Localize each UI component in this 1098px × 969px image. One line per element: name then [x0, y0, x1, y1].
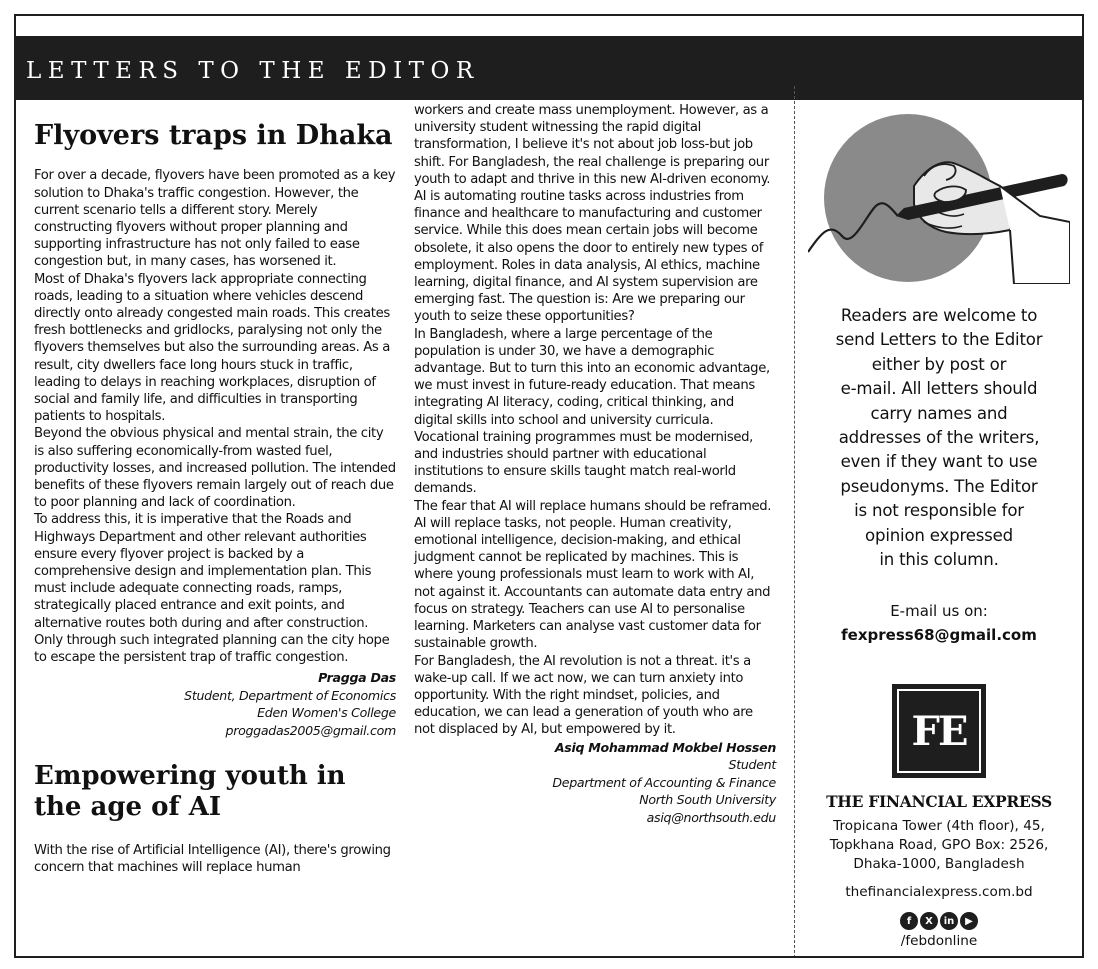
newspaper-page — [14, 14, 1084, 958]
letter2-author-role: Student — [728, 757, 776, 773]
letter2-paragraph: With the rise of Artificial Intelligence (AI), there's growing concern that machines will replace human — [34, 842, 391, 875]
letter2-paragraph: For Bangladesh, the AI revolution is not a threat. it's a wake-up call. If we act now, we can turn anxiety into opportunity. With the right mindset, policies, and education, we can lead a generation of youth who are not displaced by AI, but empowered by it. — [414, 653, 753, 738]
notice-line: in this column. — [879, 550, 999, 570]
column-left — [34, 100, 396, 876]
sidebar — [808, 100, 1070, 949]
social-handle[interactable]: /febdonline — [900, 933, 978, 950]
letter1-author-name: Pragga Das — [318, 670, 396, 686]
publication-name: THE FINANCIAL EXPRESS — [826, 792, 1052, 812]
editor-email-link[interactable]: fexpress68@gmail.com — [841, 626, 1037, 645]
notice-line: Readers are welcome to — [840, 306, 1038, 325]
notice-line: either by post or — [871, 354, 1007, 374]
letter2-headline: Empowering youth in the age of AI — [34, 761, 346, 823]
column-middle — [414, 100, 776, 826]
notice-line: e-mail. All letters should — [840, 379, 1038, 399]
submission-notice — [808, 304, 1070, 572]
address-line: Dhaka-1000, Bangladesh — [853, 856, 1025, 873]
x-icon[interactable]: X — [920, 912, 938, 930]
address-line: Topkhana Road, GPO Box: 2526, — [829, 837, 1049, 854]
notice-line: carry names and — [870, 403, 1008, 423]
column-divider — [794, 86, 795, 958]
linkedin-icon[interactable]: in — [940, 912, 958, 930]
letter2-author-name: Asiq Mohammad Mokbel Hossen — [554, 739, 776, 755]
notice-line: even if they want to use — [840, 452, 1038, 472]
notice-line: pseudonyms. The Editor — [840, 476, 1038, 496]
letter2-paragraph: In Bangladesh, where a large percentage of the population is under 30, we have a demographic advantage. But to turn this into an economic advantage, we must invest in future-ready education. That means integrating AI literacy, coding, critical thinking, and digital skills into school and university curricula. Vocational training programmes must be modernised, and industries should partner with educational institutions to ensure skills taught match real-world demands. — [414, 326, 770, 497]
social-icons — [808, 912, 1070, 930]
letter2-author-email[interactable]: asiq@northsouth.edu — [646, 809, 776, 825]
letter1-author-email[interactable]: proggadas2005@gmail.com — [225, 722, 396, 738]
letter2-author-institution: North South University — [639, 792, 776, 808]
letter1-author-department: Student, Department of Economics — [184, 687, 396, 703]
letter2-author-department: Department of Accounting & Finance — [552, 774, 776, 790]
facebook-icon[interactable]: f — [900, 912, 918, 930]
youtube-icon[interactable]: ▶ — [960, 912, 978, 930]
letter1-headline: Flyovers traps in Dhaka — [34, 120, 393, 151]
address-line: Tropicana Tower (4th floor), 45, — [833, 818, 1045, 835]
letter2-paragraph: The fear that AI will replace humans should be reframed. AI will replace tasks, not people. Human creativity, emotional intelligence, decision-making, and ethical judgment cannot be replicated by machines. This is where young professionals must learn to work with AI, not against it. Accountants can automate data entry and focus on strategy. Teachers can use AI to personalise learning. Marketers can analyse vast customer data for sustainable growth. — [414, 498, 772, 652]
notice-line: addresses of the writers, — [838, 428, 1040, 448]
letter1-paragraph: To address this, it is imperative that the Roads and Highways Department and other relevant authorities ensure every flyover project is backed by a comprehensive design and implementation plan. This must include adequate connecting roads, ramps, strategically placed entrance and exit points, and alternative routes both during and after construction. Only through such integrated planning can the city hope to escape the persistent trap of traffic congestion. — [34, 512, 390, 666]
letter1-author-institution: Eden Women's College — [257, 705, 396, 721]
section-banner — [16, 36, 1084, 100]
section-title: LETTERS TO THE EDITOR — [26, 58, 480, 84]
publication-address — [808, 817, 1070, 874]
letter2-paragraph: workers and create mass unemployment. However, as a university student witnessing the rapid digital transformation, I believe it's not about job loss-but job shift. For Bangladesh, the real challenge is preparing our youth to adapt and thrive in this new AI-driven economy. — [414, 103, 771, 187]
notice-line: opinion expressed — [865, 525, 1013, 545]
letter1-paragraph: Beyond the obvious physical and mental strain, the city is also suffering economically-from wasted fuel, productivity losses, and increased pollution. The intended benefits of these flyovers remain largely out of reach due to poor planning and lack of coordination. — [34, 426, 396, 511]
fe-logo — [892, 684, 986, 778]
letter2-paragraph: AI is automating routine tasks across industries from finance and healthcare to manufacturing and customer service. While this does mean certain jobs will become obsolete, it also opens the door to entirely new types of employment. Roles in data analysis, AI ethics, machine learning, digital finance, and AI system supervision are emerging fast. The question is: Are we preparing our youth to seize these opportunities? — [414, 189, 764, 325]
notice-line: send Letters to the Editor — [835, 330, 1043, 350]
fe-logo-text: FE — [897, 689, 981, 773]
email-label: E-mail us on: — [890, 602, 988, 621]
letter1-paragraph: Most of Dhaka's flyovers lack appropriate connecting roads, leading to a situation where vehicles descend directly onto already congested main roads. This creates fresh bottlenecks and gridlocks, paralysing not only the flyovers themselves but also the surrounding areas. As a result, city dwellers face long hours stuck in traffic, leading to delays in reaching workplaces, disruption of social and family life, and difficulties in transporting patients to hospitals. — [34, 271, 391, 425]
letter1-paragraph: For over a decade, flyovers have been promoted as a key solution to Dhaka's traffic congestion. However, the current scenario tells a different story. Merely constructing flyovers without proper planning and supporting infrastructure has not only failed to ease congestion but, in many cases, has worsened it. — [34, 168, 396, 270]
notice-line: is not responsible for — [854, 501, 1024, 521]
hand-writing-pen-illustration — [808, 112, 1070, 284]
website-link[interactable]: thefinancialexpress.com.bd — [845, 884, 1033, 901]
